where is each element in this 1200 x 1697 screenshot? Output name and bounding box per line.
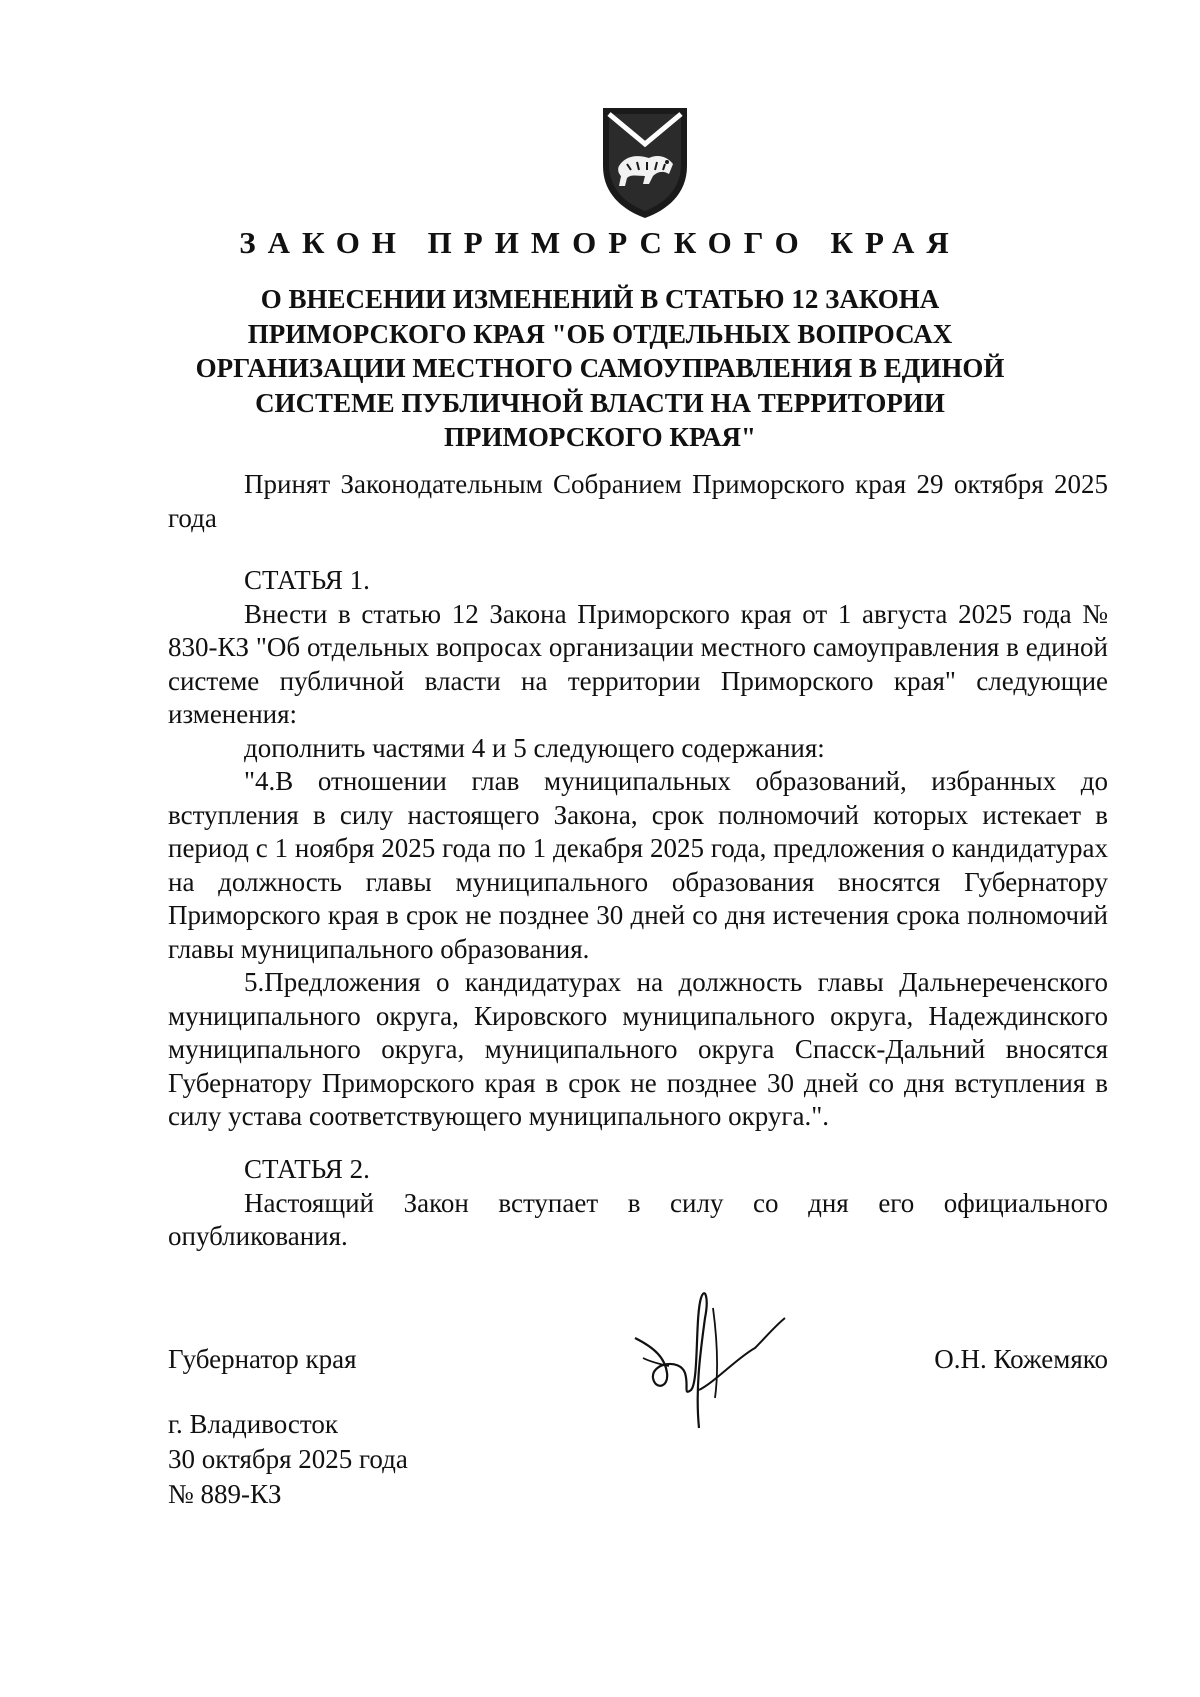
document-footer [168,1407,408,1512]
article-2-heading: СТАТЬЯ 2. [244,1154,370,1184]
law-subtitle [150,282,1050,455]
article-1-paragraph: Внести в статью 12 Закона Приморского края от 1 августа 2025 года № 830-КЗ "Об отдельных вопросах организации местного самоуправления в единой системе публичной власти на территории Приморского края" следующие изменения: [168,598,1108,729]
article-1-paragraph: "4.В отношении глав муниципальных образований, избранных до вступления в силу настоящего Закона, срок полномочий которых истекает в период с 1 ноября 2025 года по 1 декабря 2025 года, предложения о кандидатурах на должность главы муниципального образования вносятся Губернатору Приморского края в срок не позднее 30 дней со дня истечения срока полномочий главы муниципального образования. [168,766,1108,964]
subtitle-line: О ВНЕСЕНИИ ИЗМЕНЕНИЙ В СТАТЬЮ 12 ЗАКОНА [260,284,940,314]
signatory-name: О.Н. Кожемяко [934,1344,1108,1374]
adoption-note [168,468,1108,535]
footer-city: г. Владивосток [168,1409,338,1439]
footer-date: 30 октября 2025 года [168,1444,408,1474]
footer-number: № 889-КЗ [168,1479,282,1509]
subtitle-line: ПРИМОРСКОГО КРАЯ" [443,422,757,452]
article-2 [168,1153,1108,1254]
article-2-paragraph: Настоящий Закон вступает в силу со дня его официального опубликования. [168,1187,1108,1251]
article-1-paragraph: дополнить частями 4 и 5 следующего содержания: [244,732,825,763]
subtitle-line: ПРИМОРСКОГО КРАЯ "ОБ ОТДЕЛЬНЫХ ВОПРОСАХ [247,318,953,349]
signature-icon [625,1278,795,1443]
subtitle-line: СИСТЕМЕ ПУБЛИЧНОЙ ВЛАСТИ НА ТЕРРИТОРИИ [255,387,945,418]
article-1 [168,564,1108,1134]
adoption-text: Принят Законодательным Собранием Приморского края 29 октября 2025 года [168,469,1108,533]
law-title: ЗАКОН ПРИМОРСКОГО КРАЯ [239,225,961,260]
signatory-position: Губернатор края [168,1344,357,1374]
subtitle-line: ОРГАНИЗАЦИИ МЕСТНОГО САМОУПРАВЛЕНИЯ В ЕДИНОЙ [195,353,1005,383]
article-1-heading: СТАТЬЯ 1. [244,565,370,595]
article-1-paragraph: 5.Предложения о кандидатурах на должность главы Дальнереченского муниципального округа, Кировского муниципального округа, Надеждинского муниципального округа, муниципального округа Спасск-Дальний вносятся Губернатору Приморского края в срок не позднее 30 дней со дня вступления в силу устава соответствующего муниципального округа.". [168,967,1108,1131]
coat-of-arms-icon [597,104,693,222]
